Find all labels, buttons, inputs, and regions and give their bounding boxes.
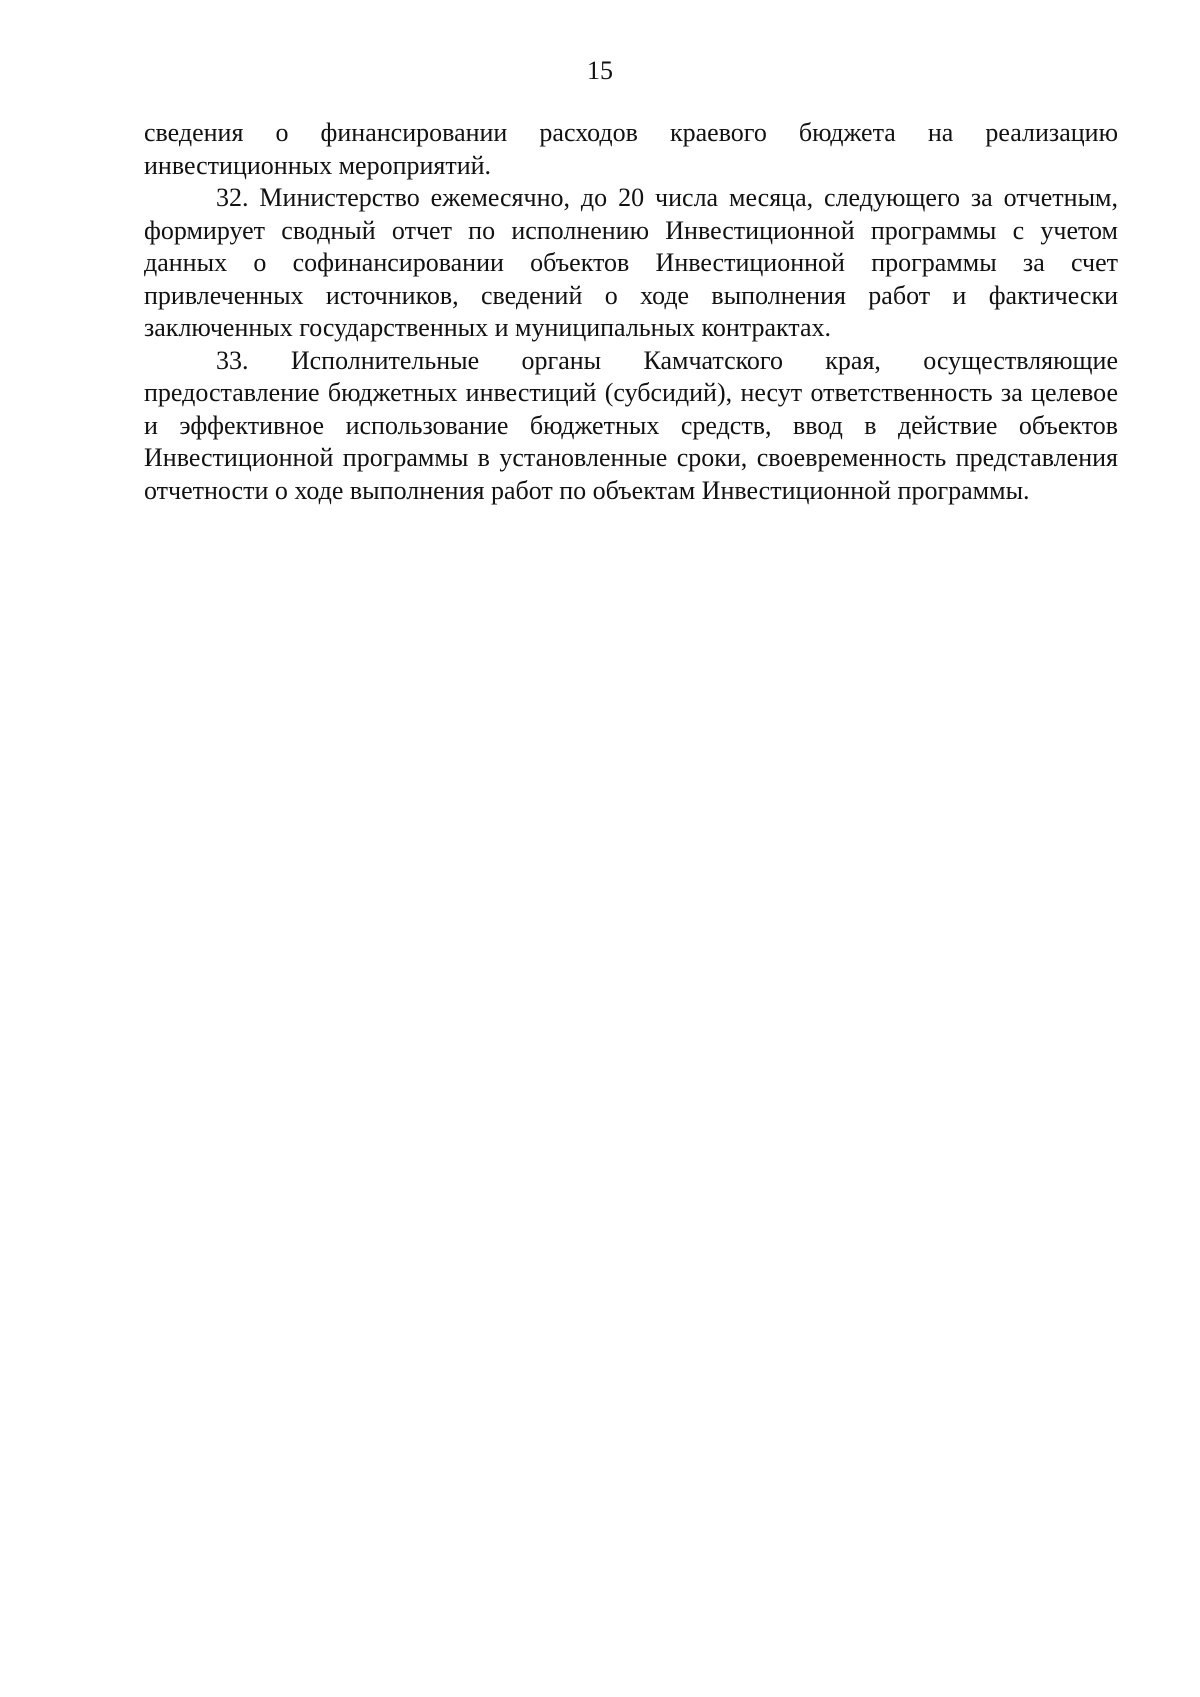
paragraph-continuation: сведения о финансировании расходов краевого бюджета на реализацию инвестиционных мероприятий.: [144, 118, 1118, 180]
page-number: 15: [587, 56, 613, 85]
paragraph-item-32: 32. Министерство ежемесячно, до 20 числа месяца, следующего за отчетным, формирует сводный отчет по исполнению Инвестиционной программы с учетом данных о софинансировании объектов Инвестиционной программы за счет привлеченных источников, сведений о ходе выполнения работ и фактически заключенных государственных и муниципальных контрактах.: [144, 183, 1118, 342]
document-body: [144, 117, 1118, 507]
paragraph-item-33: 33. Исполнительные органы Камчатского края, осуществляющие предоставление бюджетных инвестиций (субсидий), несут ответственность за целевое и эффективное использование бюджетных средств, ввод в действие объектов Инвестиционной программы в установленные сроки, своевременность представления отчетности о ходе выполнения работ по объектам Инвестиционной программы.: [144, 345, 1118, 505]
